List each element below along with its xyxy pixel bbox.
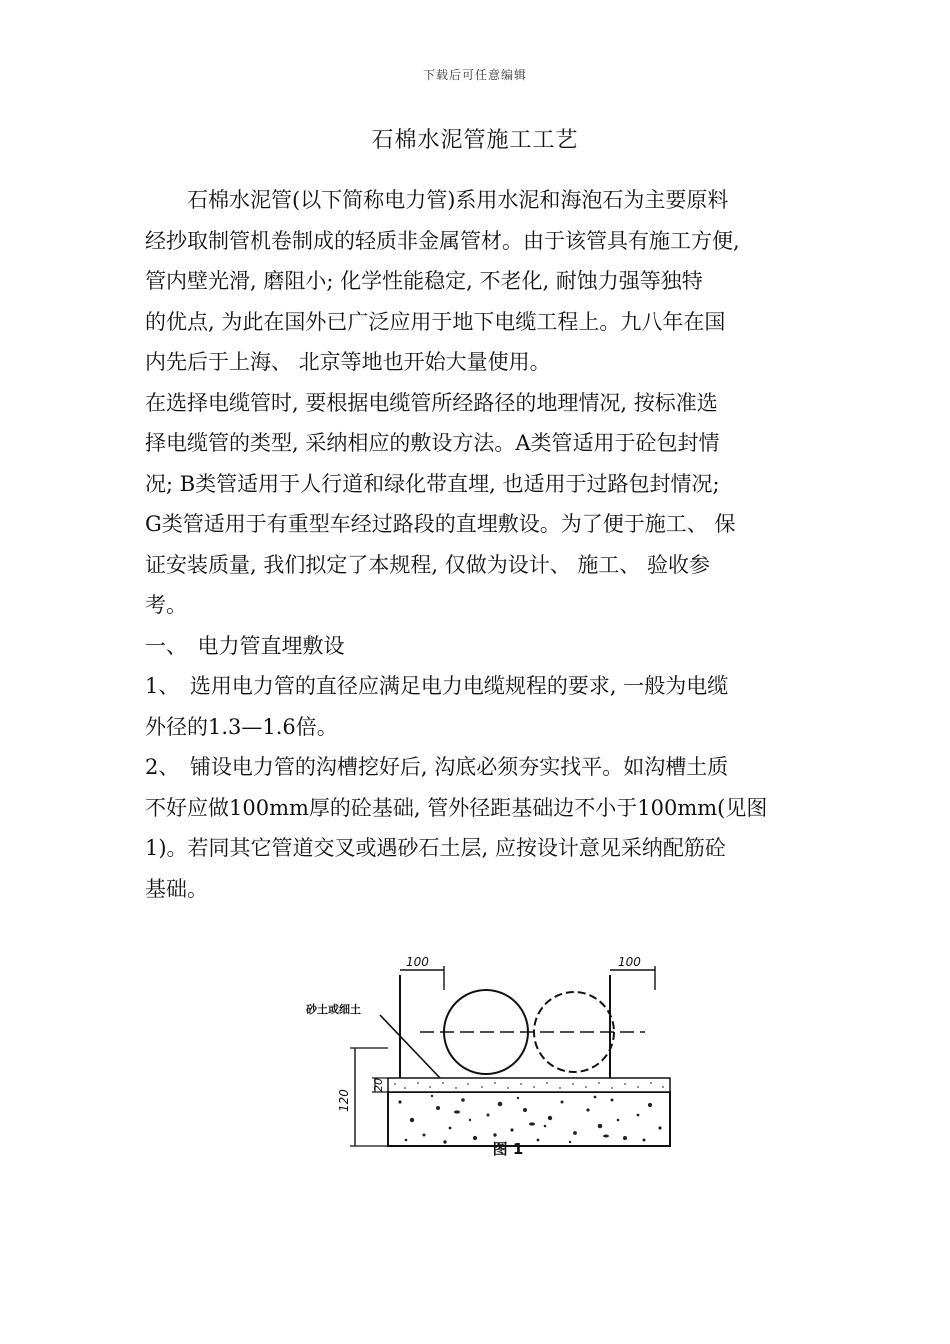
paragraph-line: 考。 [145,593,187,617]
section-heading: 一、 电力管直埋敷设 [145,633,345,658]
dim-label-small: 20 [372,1078,385,1092]
dim-label-right-top: 100 [618,955,641,969]
soil-slope-line [380,1015,440,1078]
sand-layer [388,1078,670,1092]
body-text [145,180,805,909]
paragraph-line: 经抄取制管机卷制成的轻质非金属管材。由于该管具有施工方便, [145,228,740,253]
list-item-line: 外径的1.3—1.6倍。 [145,714,338,739]
paragraph-line: 石棉水泥管(以下简称电力管)系用水泥和海泡石为主要原料 [145,188,729,212]
list-item-line: 2、 铺设电力管的沟槽挖好后, 沟底必须夯实找平。如沟槽土质 [145,755,729,779]
document-title: 石棉水泥管施工工艺 [371,128,579,153]
list-item-line: 不好应做100mm厚的砼基础, 管外径距基础边不小于100mm(见图 [145,795,768,820]
paragraph-line: 的优点, 为此在国外已广泛应用于地下电缆工程上。九八年在国 [145,309,726,334]
list-item-line: 基础。 [145,876,208,901]
list-item-line: 1)。若同其它管道交叉或遇砂石土层, 应按设计意见采纳配筋砼 [145,836,726,860]
list-item-line: 1、 选用电力管的直径应满足电力电缆规程的要求, 一般为电缆 [145,674,729,698]
paragraph-line: G类管适用于有重型车经过路段的直埋敷设。为了便于施工、 保 [145,512,736,536]
paragraph-line: 证安装质量, 我们拟定了本规程, 仅做为设计、 施工、 验收参 [145,552,711,577]
paragraph-line: 管内壁光滑, 磨阻小; 化学性能稳定, 不老化, 耐蚀力强等独特 [145,269,703,293]
concrete-base [388,1092,670,1146]
soil-label: 砂土或细土 [306,1003,361,1016]
paragraph-line: 在选择电缆管时, 要根据电缆管所经路径的地理情况, 按标准选 [145,390,718,415]
figure-1-trench-diagram [300,950,680,1160]
trench-diagram-svg [300,950,680,1160]
figure-caption: 图 1 [492,1140,524,1158]
paragraph-line: 况; B类管适用于人行道和绿化带直埋, 也适用于过路包封情况; [145,471,720,496]
paragraph-line: 择电缆管的类型, 采纳相应的敷设方法。A类管适用于砼包封情 [145,431,720,455]
header-note: 下载后可任意编辑 [422,68,527,82]
dim-label-left-top: 100 [406,955,429,969]
paragraph-line: 内先后于上海、 北京等地也开始大量使用。 [145,350,551,374]
dim-label-height: 120 [337,1089,351,1112]
